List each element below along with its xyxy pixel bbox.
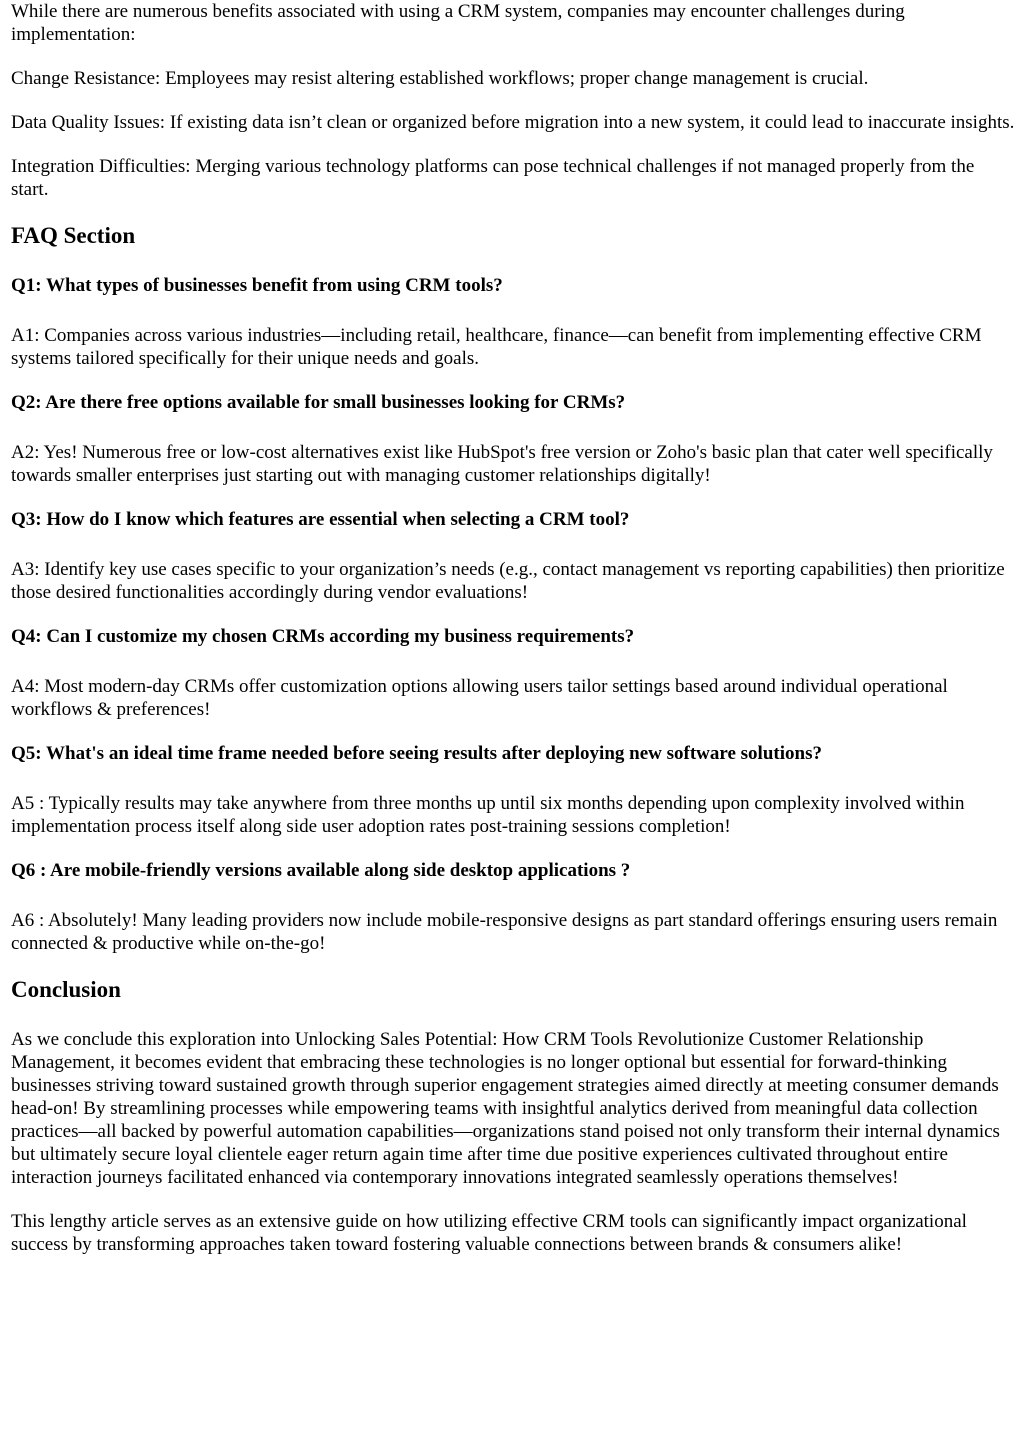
faq-answer-5: A5 : Typically results may take anywhere from three months up until six months depending upon complexity involved within implementation process itself along side user adoption rates post-training sessions completion! xyxy=(11,793,965,837)
faq-answer-4: A4: Most modern-day CRMs offer customization options allowing users tailor settings based around individual operational workflows & preferences! xyxy=(11,676,948,720)
faq-question-6: Q6 : Are mobile-friendly versions available along side desktop applications ? xyxy=(11,860,631,881)
conclusion-paragraph-2: This lengthy article serves as an extensive guide on how utilizing effective CRM tools can significantly impact organizational success by transforming approaches taken toward fostering valuable connections between brands & consumers alike! xyxy=(11,1211,967,1255)
faq-question-3: Q3: How do I know which features are essential when selecting a CRM tool? xyxy=(11,509,630,530)
faq-answer-1: A1: Companies across various industries—including retail, healthcare, finance—can benefit from implementing effective CRM systems tailored specifically for their unique needs and goals. xyxy=(11,325,982,369)
challenges-intro: While there are numerous benefits associated with using a CRM system, companies may encounter challenges during implementation: xyxy=(11,1,905,45)
faq-answer-3: A3: Identify key use cases specific to your organization’s needs (e.g., contact management vs reporting capabilities) then prioritize those desired functionalities accordingly during vendor evaluations! xyxy=(11,559,1005,603)
faq-question-2: Q2: Are there free options available for small businesses looking for CRMs? xyxy=(11,392,626,413)
challenge-data-quality: Data Quality Issues: If existing data isn’t clean or organized before migration into a new system, it could lead to inaccurate insights. xyxy=(11,112,1015,133)
faq-answer-6: A6 : Absolutely! Many leading providers now include mobile-responsive designs as part standard offerings ensuring users remain connected & productive while on-the-go! xyxy=(11,910,998,954)
faq-question-1: Q1: What types of businesses benefit from using CRM tools? xyxy=(11,275,503,296)
faq-heading: FAQ Section xyxy=(11,223,136,248)
challenge-change-resistance: Change Resistance: Employees may resist altering established workflows; proper change management is crucial. xyxy=(11,68,869,89)
faq-question-4: Q4: Can I customize my chosen CRMs according my business requirements? xyxy=(11,626,635,647)
faq-answer-2: A2: Yes! Numerous free or low-cost alternatives exist like HubSpot's free version or Zoho's basic plan that cater well specifically towards smaller enterprises just starting out with managing customer relationships digitally! xyxy=(11,442,993,486)
conclusion-heading: Conclusion xyxy=(11,977,121,1002)
faq-question-5: Q5: What's an ideal time frame needed before seeing results after deploying new software solutions? xyxy=(11,743,822,764)
conclusion-paragraph-1: As we conclude this exploration into Unlocking Sales Potential: How CRM Tools Revolutionize Customer Relationship Management, it becomes evident that embracing these technologies is no longer optional but essential for forward-thinking businesses striving toward sustained growth through superior engagement strategies aimed directly at meeting consumer demands head-on! By streamlining processes while empowering teams with insightful analytics derived from meaningful data collection practices—all backed by powerful automation capabilities—organizations stand poised not only transform their internal dynamics but ultimately secure loyal clientele eager return again time after time due positive experiences cultivated throughout entire interaction journeys facilitated enhanced via contemporary innovations integrated seamlessly operations themselves! xyxy=(11,1029,1000,1188)
challenge-integration: Integration Difficulties: Merging various technology platforms can pose technical challenges if not managed properly from the start. xyxy=(11,156,975,200)
